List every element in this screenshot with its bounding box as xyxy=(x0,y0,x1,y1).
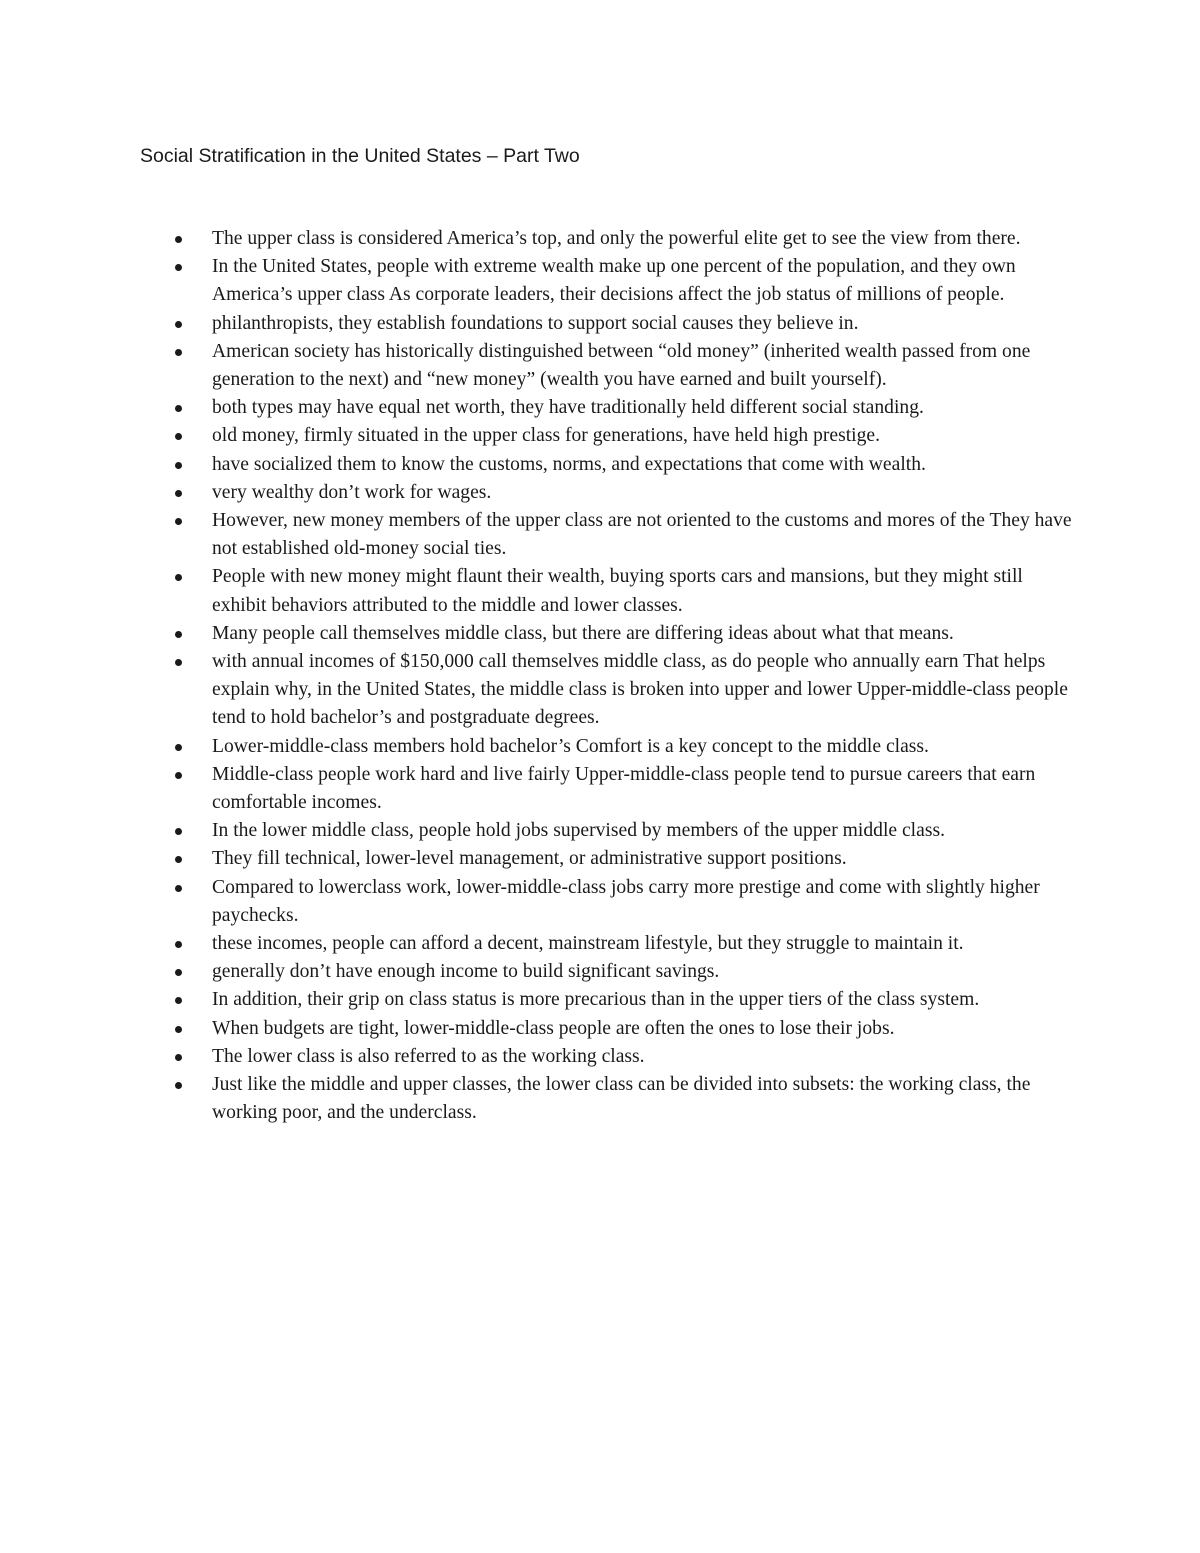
list-item-text: When budgets are tight, lower-middle-class people are often the ones to lose their jobs. xyxy=(212,1017,895,1039)
list-item-text: very wealthy don’t work for wages. xyxy=(212,481,492,503)
list-item xyxy=(212,648,1072,733)
bullet-icon xyxy=(175,405,182,412)
list-item-text: these incomes, people can afford a decent, mainstream lifestyle, but they struggle to maintain it. xyxy=(212,933,964,955)
bullet-icon xyxy=(175,631,182,638)
bullet-icon xyxy=(175,462,182,469)
document-title: Social Stratification in the United States – Part Two xyxy=(140,145,580,167)
bullet-icon xyxy=(175,828,182,835)
list-item xyxy=(212,845,1072,873)
list-item-text: old money, firmly situated in the upper class for generations, have held high prestige. xyxy=(212,425,881,447)
list-item-text: generally don’t have enough income to build significant savings. xyxy=(212,961,720,983)
list-item xyxy=(212,253,1072,309)
list-item xyxy=(212,451,1072,479)
list-item-text: Many people call themselves middle class, but there are differing ideas about what that means. xyxy=(212,622,954,644)
bullet-icon xyxy=(175,574,182,581)
list-item-text: They fill technical, lower-level management, or administrative support positions. xyxy=(212,848,847,870)
bullet-icon xyxy=(175,433,182,440)
list-item-text: Compared to lowerclass work, lower-middle-class jobs carry more prestige and come with slightly higher paychecks. xyxy=(212,876,1040,926)
list-item xyxy=(212,563,1072,619)
list-item-text: have socialized them to know the customs, norms, and expectations that come with wealth. xyxy=(212,453,926,475)
list-item xyxy=(212,874,1072,930)
list-item xyxy=(212,761,1072,817)
bullet-icon xyxy=(175,236,182,243)
list-item xyxy=(212,930,1072,958)
bullet-icon xyxy=(175,885,182,892)
list-item xyxy=(212,620,1072,648)
list-item xyxy=(212,733,1072,761)
list-item-text: The lower class is also referred to as the working class. xyxy=(212,1045,645,1067)
bullet-icon xyxy=(175,490,182,497)
bullet-icon xyxy=(175,321,182,328)
list-item-text: Middle-class people work hard and live fairly Upper-middle-class people tend to pursue careers that earn comfortable incomes. xyxy=(212,763,1036,814)
bullet-list xyxy=(212,225,1072,1128)
bullet-icon xyxy=(175,1054,182,1061)
list-item-text: philanthropists, they establish foundations to support social causes they believe in. xyxy=(212,312,859,334)
list-item xyxy=(212,817,1072,845)
bullet-icon xyxy=(175,1082,182,1089)
list-item xyxy=(212,422,1072,450)
list-item-text: The upper class is considered America’s top, and only the powerful elite get to see the view from there. xyxy=(212,228,1021,249)
bullet-icon xyxy=(175,969,182,976)
list-item xyxy=(212,1071,1072,1127)
list-item xyxy=(212,225,1072,253)
bullet-icon xyxy=(175,856,182,863)
list-item xyxy=(212,310,1072,338)
list-item xyxy=(212,479,1072,507)
bullet-icon xyxy=(175,518,182,525)
bullet-icon xyxy=(175,744,182,751)
bullet-icon xyxy=(175,1026,182,1033)
list-item xyxy=(212,507,1072,563)
list-item-text: both types may have equal net worth, they have traditionally held different social standing. xyxy=(212,397,924,419)
bullet-icon xyxy=(175,941,182,948)
bullet-icon xyxy=(175,349,182,356)
list-item-text: Lower-middle-class members hold bachelor’s Comfort is a key concept to the middle class. xyxy=(212,735,929,757)
list-item xyxy=(212,394,1072,422)
list-item-text: However, new money members of the upper class are not oriented to the customs and mores of the They have not established old-money social ties. xyxy=(212,510,1072,560)
list-item xyxy=(212,338,1072,394)
list-item xyxy=(212,1043,1072,1071)
list-item-text: American society has historically distinguished between “old money” (inherited wealth passed from one generation to the next) and “new money” (wealth you have earned and built yourself). xyxy=(212,340,1031,391)
bullet-icon xyxy=(175,264,182,271)
bullet-icon xyxy=(175,997,182,1004)
list-item xyxy=(212,1015,1072,1043)
bullet-icon xyxy=(175,659,182,666)
list-item-text: with annual incomes of $150,000 call themselves middle class, as do people who annually earn That helps explain why, in the United States, the middle class is broken into upper and lower Upper-middle-class people tend to hold bachelor’s and postgraduate degrees. xyxy=(212,651,1068,729)
list-item-text: In addition, their grip on class status is more precarious than in the upper tiers of the class system. xyxy=(212,989,980,1011)
list-item xyxy=(212,986,1072,1014)
list-item xyxy=(212,958,1072,986)
bullet-icon xyxy=(175,772,182,779)
list-item-text: People with new money might flaunt their wealth, buying sports cars and mansions, but they might still exhibit behaviors attributed to the middle and lower classes. xyxy=(212,566,1023,616)
list-item-text: In the United States, people with extreme wealth make up one percent of the population, and they own America’s upper class As corporate leaders, their decisions affect the job status of millions of people. xyxy=(212,256,1016,306)
list-item-text: In the lower middle class, people hold jobs supervised by members of the upper middle class. xyxy=(212,820,945,842)
list-item-text: Just like the middle and upper classes, the lower class can be divided into subsets: the working class, the working poor, and the underclass. xyxy=(212,1074,1031,1124)
